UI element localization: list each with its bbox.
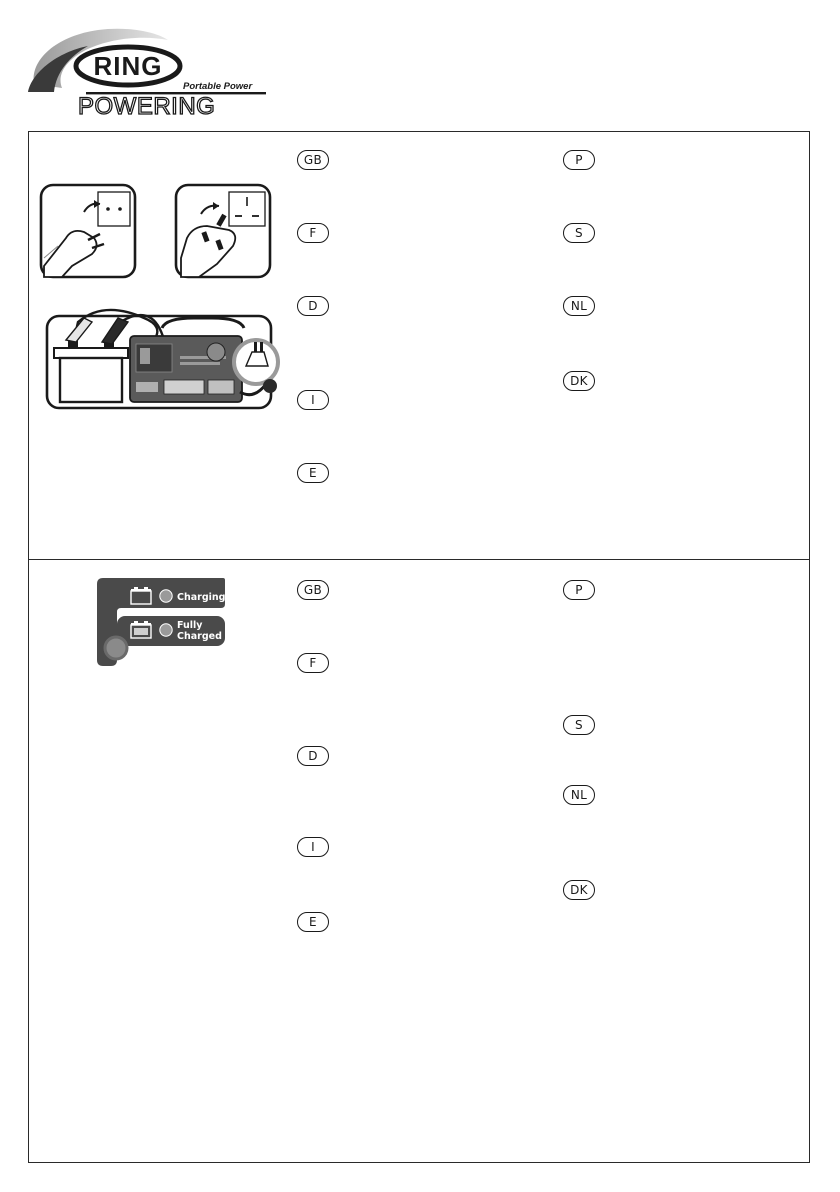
- eu-plug-socket-icon: [38, 182, 138, 280]
- lang-badge-e: E: [297, 912, 329, 932]
- lang-badge-p: P: [563, 580, 595, 600]
- lang-badge-gb: GB: [297, 580, 329, 600]
- fully-charged-label-line2: Charged: [177, 631, 222, 642]
- uk-plug-socket-icon: [173, 182, 273, 280]
- lang-badge-f: F: [297, 653, 329, 673]
- battery-charger-connection-icon: [44, 300, 284, 412]
- status-panel-graphic: [97, 578, 225, 666]
- brand-wordmark: POWERING: [78, 93, 216, 117]
- charging-led-icon: [160, 590, 172, 602]
- lang-badge-i: I: [297, 390, 329, 410]
- section-divider: [28, 559, 810, 560]
- lang-badge-f: F: [297, 223, 329, 243]
- lang-badge-dk: DK: [563, 371, 595, 391]
- brand-name: RING: [93, 51, 163, 81]
- battery-illustration: [54, 340, 128, 402]
- lang-badge-nl: NL: [563, 785, 595, 805]
- lang-badge-s: S: [563, 223, 595, 243]
- logo-graphic: [28, 22, 268, 117]
- brand-tagline: Portable Power: [183, 81, 253, 92]
- lang-badge-d: D: [297, 746, 329, 766]
- fully-charged-led-icon: [160, 624, 172, 636]
- power-indicator-icon: [105, 637, 127, 659]
- lang-badge-i: I: [297, 837, 329, 857]
- charging-label: Charging: [177, 592, 225, 603]
- ring-powering-logo: [28, 22, 268, 117]
- lang-badge-gb: GB: [297, 150, 329, 170]
- lang-badge-nl: NL: [563, 296, 595, 316]
- fully-charged-label-line1: Fully: [177, 620, 203, 631]
- charge-status-panel: [97, 578, 225, 666]
- lang-badge-d: D: [297, 296, 329, 316]
- lang-badge-p: P: [563, 150, 595, 170]
- lang-badge-dk: DK: [563, 880, 595, 900]
- lang-badge-e: E: [297, 463, 329, 483]
- lang-badge-s: S: [563, 715, 595, 735]
